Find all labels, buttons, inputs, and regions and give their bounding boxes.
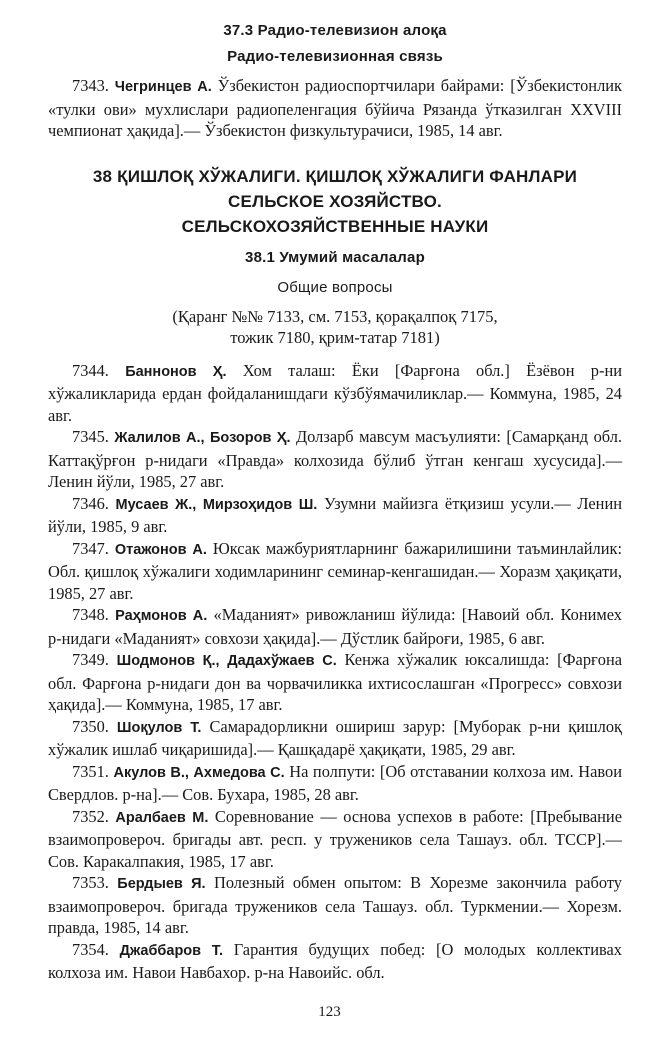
bibliography-entry [48, 716, 622, 761]
entry-text: «Маданият» ривожланиш йўлида: [Навоий обл. Конимех р-нидаги «Маданият» совхози ҳақида].— Дўстлик байроғи, 1985, 6 авг. [48, 605, 622, 648]
bibliography-entry [48, 604, 622, 649]
entry-number: 7346. [72, 493, 109, 513]
entry-number: 7354. [72, 939, 109, 959]
entry-author: Аралбаев М. [115, 809, 209, 826]
entry-number: 7351. [72, 761, 109, 781]
entry-number: 7348. [72, 605, 109, 624]
entry-text: Ўзбекистон радиоспортчилари байрами: [Ўзбекистонлик «тулки ови» мухлислари радиопеленгация бўйича Рязанда ўтказилган XXVIII чемпионат ҳақида].— Ўзбекистон физкультурачиси, 1985, 14 авг. [48, 76, 622, 140]
bibliography-entry [48, 426, 622, 493]
entry-text: Кенжа хўжалик юксалишда: [Фарғона обл. Фарғона р-нидаги дон ва чорвачиликка ихтисослашган «Прогресс» совхози ҳақида].— Коммуна, 1985, 17 авг. [48, 650, 622, 714]
page-number: 123 [318, 1003, 341, 1020]
entry-text: Юксак мажбуриятларнинг бажарилишини таъминлайлик: Обл. қишлоқ хўжалиги ходимларининг семинар-кенгашидан.— Хоразм ҳақиқати, 1985, 27 авг. [48, 538, 622, 603]
entry-number: 7349. [72, 650, 109, 669]
entry-number: 7343. [72, 76, 109, 95]
entry-author: Жалилов А., Бозоров Ҳ. [114, 430, 291, 446]
entry-text: Полезный обмен опытом: В Хорезме закончила работу взаимопровероч. бригада тружеников села Ташауз. обл. Туркмении.— Хорезм. правда, 1985, 14 авг. [48, 873, 623, 937]
cross-reference-line: (Қаранг №№ 7133, см. 7153, қорақалпоқ 7175, [172, 306, 498, 326]
document-page [48, 0, 622, 984]
cross-reference-line: тожик 7180, қрим-татар 7181) [230, 327, 440, 347]
entry-number: 7350. [72, 716, 109, 736]
section-heading-37-3-ru: Радио-телевизионная связь [227, 48, 443, 65]
entry-text: Самарадорликни ошириш зарур: [Муборак р-ни қишлоқ хўжалик ишлаб чиқаришида].— Қашқадарё ҳақиқати, 1985, 29 авг. [48, 716, 622, 759]
entry-text: Соревнование — основа успехов в работе: [Пребывание взаимопровероч. бригады авт. респ. у тружеников села Ташауз. обл. ТССР].— Сов. Каракалпакия, 1985, 17 авг. [48, 806, 622, 871]
chapter-heading-38-ru-2: СЕЛЬСКОХОЗЯЙСТВЕННЫЕ НАУКИ [181, 216, 489, 236]
entry-text: Долзарб мавсум масъулияти: [Самарқанд обл. Каттақўрғон р-нидаги «Правда» колхозида бўлиб ўтган кенгаш хусусида].— Ленин йўли, 1985, 27 авг. [48, 427, 622, 491]
entry-number: 7345. [72, 427, 109, 446]
entry-author: Мусаев Ж., Мирзоҳидов Ш. [115, 496, 318, 513]
entry-number: 7347. [72, 538, 109, 558]
entry-number: 7353. [72, 873, 109, 892]
entry-author: Отажонов А. [114, 541, 207, 558]
entries-38-1 [48, 360, 622, 984]
entries-37-3 [48, 75, 622, 142]
section-heading-37-3-uz [48, 22, 622, 39]
entry-text: Хом талаш: Ёки [Фарғона обл.] Ёзёвон р-ни хўжаликларида ердан фойдаланишдаги кўзбўямачиликлар.— Коммуна, 1985, 24 авг. [48, 360, 622, 425]
entry-text: Гарантия будущих побед: [О молодых коллективах колхоза им. Навои Навбахор. р-на Навоийс. обл. [48, 939, 622, 982]
bibliography-entry [48, 538, 622, 605]
bibliography-entry [48, 806, 622, 873]
entry-number: 7344. [72, 360, 109, 380]
entry-author: Баннонов Ҳ. [125, 363, 227, 380]
entry-author: Шоқулов Т. [116, 719, 202, 736]
entry-author: Джаббаров Т. [119, 942, 223, 959]
bibliography-entry [48, 360, 622, 427]
bibliography-entry [48, 872, 622, 939]
entry-number: 7352. [72, 806, 109, 826]
bibliography-entry [48, 493, 622, 538]
section-heading-37-3-uz-text: 37.3 Радио-телевизион алоқа [223, 22, 447, 39]
section-heading-38-1-uz: 38.1 Умумий масалалар [245, 248, 425, 266]
bibliography-entry [48, 939, 622, 984]
bibliography-entry [48, 761, 622, 806]
cross-reference [48, 306, 622, 348]
bibliography-entry [48, 75, 622, 142]
entry-author: Акулов В., Ахмедова С. [113, 764, 285, 781]
entry-author: Бердыев Я. [117, 876, 206, 892]
section-heading-38-1-ru: Общие вопросы [277, 278, 393, 296]
entry-text: На полпути: [Об отставании колхоза им. Навои Свердлов. р-на].— Сов. Бухара, 1985, 28 авг. [48, 761, 622, 804]
entry-text: Узумни майизга ётқизиш усули.— Ленин йўли, 1985, 9 авг. [48, 493, 622, 536]
entry-author: Шодмонов Қ., Дадахўжаев С. [116, 653, 337, 669]
entry-author: Чегринцев А. [114, 79, 212, 95]
entry-author: Раҳмонов А. [115, 608, 208, 624]
chapter-heading-38-uz: 38 ҚИШЛОҚ ХЎЖАЛИГИ. ҚИШЛОҚ ХЎЖАЛИГИ ФАНЛАРИ [92, 166, 578, 186]
bibliography-entry [48, 649, 622, 716]
chapter-heading-38-ru-1: СЕЛЬСКОЕ ХОЗЯЙСТВО. [228, 191, 442, 211]
